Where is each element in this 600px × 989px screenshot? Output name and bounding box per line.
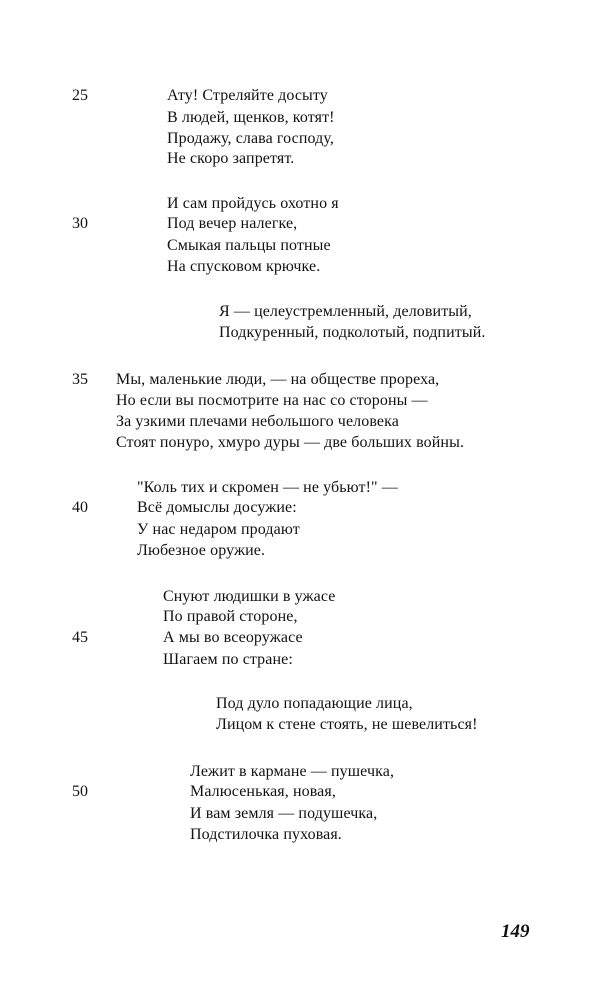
- verse-line: Любезное оружие.: [137, 542, 266, 559]
- verse-line: Смыкая пальцы потные: [167, 237, 331, 254]
- verse-line: Лежит в кармане — пушечка,: [190, 763, 395, 780]
- line-number-35: 35: [72, 371, 88, 388]
- verse-line: Под вечер налегке,: [167, 215, 298, 232]
- verse-line: За узкими плечами небольшого человека: [116, 413, 399, 430]
- verse-line: И вам земля — подушечка,: [190, 805, 378, 822]
- verse-line: Не скоро запретят.: [167, 150, 295, 167]
- verse-line: Ату! Стреляйте досыту: [167, 87, 328, 104]
- verse-line: Снуют людишки в ужасе: [163, 588, 336, 605]
- verse-line: Малюсенькая, новая,: [190, 783, 336, 800]
- verse-line: У нас недаром продают: [137, 521, 300, 538]
- line-number-40: 40: [72, 499, 88, 516]
- line-number-50: 50: [72, 783, 88, 800]
- verse-line: По правой стороне,: [163, 608, 298, 625]
- page-number: 149: [501, 921, 530, 942]
- verse-line: Шагаем по стране:: [163, 651, 293, 668]
- line-number-25: 25: [72, 87, 88, 104]
- verse-line: Под дуло попадающие лица,: [216, 695, 413, 712]
- verse-line: Подкуренный, подколотый, подпитый.: [219, 324, 486, 341]
- verse-line: Стоят понуро, хмуро дуры — две больших войны.: [116, 434, 465, 451]
- verse-line: В людей, щенков, котят!: [167, 109, 335, 126]
- verse-line: Подстилочка пуховая.: [190, 826, 342, 843]
- verse-line: А мы во всеоружасе: [163, 629, 303, 646]
- verse-line: Я — целеустремленный, деловитый,: [219, 303, 472, 320]
- verse-line: Всё домыслы досужие:: [137, 499, 297, 516]
- verse-line: Мы, маленькие люди, — на обществе прореха,: [116, 371, 440, 388]
- verse-line: Но если вы посмотрите на нас со стороны —: [116, 392, 428, 409]
- verse-line: Продажу, слава господу,: [167, 130, 335, 147]
- verse-line: "Коль тих и скромен — не убьют!" —: [137, 479, 398, 496]
- verse-line: На спусковом крючке.: [167, 258, 321, 275]
- line-number-30: 30: [72, 215, 88, 232]
- line-number-45: 45: [72, 629, 88, 646]
- verse-line: И сам пройдусь охотно я: [167, 195, 339, 212]
- verse-line: Лицом к стене стоять, не шевелиться!: [216, 716, 478, 733]
